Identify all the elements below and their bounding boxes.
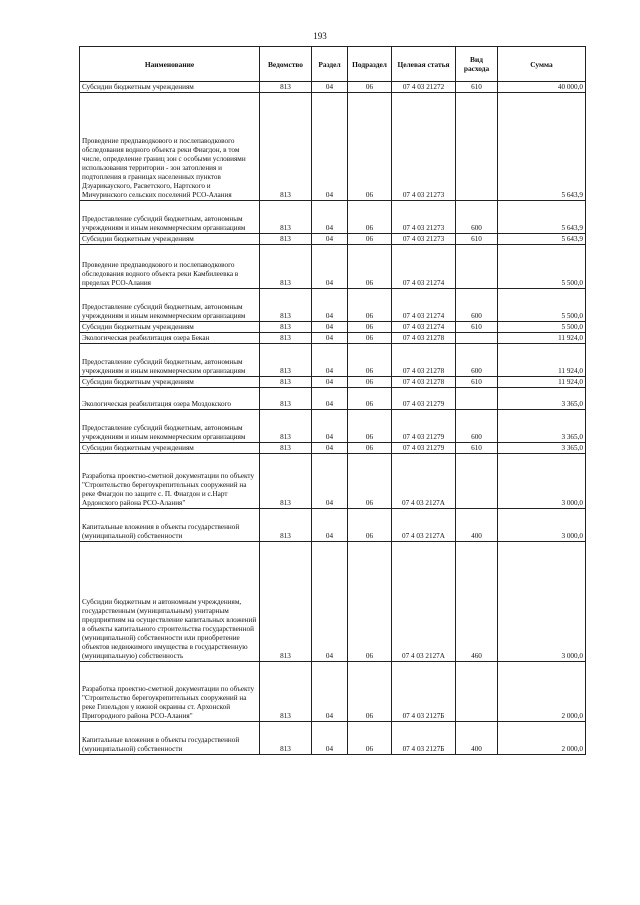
- cell-amount: 5 500,0: [498, 289, 586, 322]
- cell-subsection: 06: [348, 443, 392, 454]
- cell-name: Предоставление субсидий бюджетным, автономным учреждениям и иным некоммерческим организациям: [80, 410, 260, 443]
- cell-expense-type: 600: [456, 201, 498, 234]
- cell-expense-type: 610: [456, 82, 498, 93]
- cell-expense-type: [456, 454, 498, 509]
- cell-department: 813: [260, 93, 312, 201]
- cell-target-article: 07 4 03 21273: [392, 201, 456, 234]
- cell-target-article: 07 4 03 21279: [392, 410, 456, 443]
- cell-subsection: 06: [348, 344, 392, 377]
- cell-name: Субсидии бюджетным учреждениям: [80, 322, 260, 333]
- cell-department: 813: [260, 542, 312, 662]
- cell-name: Капитальные вложения в объекты государственной (муниципальной) собственности: [80, 722, 260, 755]
- table-row: [80, 201, 586, 234]
- cell-target-article: 07 4 03 21278: [392, 377, 456, 388]
- table-row: [80, 662, 586, 722]
- cell-amount: 2 000,0: [498, 662, 586, 722]
- cell-section: 04: [312, 410, 348, 443]
- cell-name: Субсидии бюджетным учреждениям: [80, 234, 260, 245]
- table-row: [80, 377, 586, 388]
- cell-amount: 11 924,0: [498, 333, 586, 344]
- cell-department: 813: [260, 509, 312, 542]
- cell-amount: 3 365,0: [498, 443, 586, 454]
- cell-department: 813: [260, 454, 312, 509]
- cell-section: 04: [312, 289, 348, 322]
- cell-section: 04: [312, 443, 348, 454]
- cell-section: 04: [312, 377, 348, 388]
- table-row: [80, 454, 586, 509]
- cell-amount: 5 643,9: [498, 201, 586, 234]
- cell-section: 04: [312, 542, 348, 662]
- cell-amount: 3 000,0: [498, 542, 586, 662]
- cell-section: 04: [312, 333, 348, 344]
- header-name: Наименование: [80, 47, 260, 82]
- cell-target-article: 07 4 03 21274: [392, 245, 456, 289]
- cell-name: Капитальные вложения в объекты государственной (муниципальной) собственности: [80, 509, 260, 542]
- header-subsection: Подраздел: [348, 47, 392, 82]
- cell-expense-type: [456, 333, 498, 344]
- cell-target-article: 07 4 03 21274: [392, 289, 456, 322]
- table-row: [80, 509, 586, 542]
- cell-amount: 3 000,0: [498, 509, 586, 542]
- cell-expense-type: 610: [456, 322, 498, 333]
- cell-section: 04: [312, 93, 348, 201]
- cell-name: Предоставление субсидий бюджетным, автономным учреждениям и иным некоммерческим организациям: [80, 289, 260, 322]
- cell-amount: 5 500,0: [498, 245, 586, 289]
- cell-section: 04: [312, 662, 348, 722]
- cell-section: 04: [312, 722, 348, 755]
- cell-target-article: 07 4 03 2127А: [392, 454, 456, 509]
- table-row: [80, 234, 586, 245]
- cell-expense-type: 600: [456, 410, 498, 443]
- cell-name: Субсидии бюджетным учреждениям: [80, 377, 260, 388]
- cell-target-article: 07 4 03 2127А: [392, 509, 456, 542]
- cell-target-article: 07 4 03 21274: [392, 322, 456, 333]
- cell-subsection: 06: [348, 542, 392, 662]
- cell-department: 813: [260, 289, 312, 322]
- cell-expense-type: [456, 93, 498, 201]
- cell-expense-type: 400: [456, 722, 498, 755]
- cell-target-article: 07 4 03 21278: [392, 344, 456, 377]
- cell-target-article: 07 4 03 21273: [392, 93, 456, 201]
- cell-section: 04: [312, 245, 348, 289]
- page-number: 193: [313, 31, 327, 41]
- cell-expense-type: 610: [456, 443, 498, 454]
- cell-amount: 5 500,0: [498, 322, 586, 333]
- cell-subsection: 06: [348, 245, 392, 289]
- cell-target-article: 07 4 03 21272: [392, 82, 456, 93]
- cell-subsection: 06: [348, 377, 392, 388]
- table-row: [80, 410, 586, 443]
- cell-department: 813: [260, 245, 312, 289]
- cell-subsection: 06: [348, 388, 392, 410]
- cell-section: 04: [312, 322, 348, 333]
- cell-section: 04: [312, 509, 348, 542]
- cell-expense-type: 460: [456, 542, 498, 662]
- cell-amount: 5 643,9: [498, 234, 586, 245]
- table-row: [80, 322, 586, 333]
- cell-name: Проведение предпаводкового и послепаводкового обследования водного объекта реки Фиагдон, в том числе, определение границ зон с особыми условиями использования территории - зон затопления и подтопления в границах населенных пунктов Дзуарикауского, Расветского, Нартского и Мичуринского сельских поселений РСО-Алания: [80, 93, 260, 201]
- cell-target-article: 07 4 03 2127А: [392, 542, 456, 662]
- cell-name: Разработка проектно-сметной документации по объекту "Строительство берегоукрепительных сооружений на реке Гизельдон у южной окраины ст. Архонской Пригородного района РСО-Алания": [80, 662, 260, 722]
- table-row: [80, 542, 586, 662]
- cell-amount: 11 924,0: [498, 377, 586, 388]
- cell-expense-type: 610: [456, 377, 498, 388]
- header-section: Раздел: [312, 47, 348, 82]
- cell-expense-type: 600: [456, 344, 498, 377]
- cell-name: Субсидии бюджетным учреждениям: [80, 82, 260, 93]
- cell-name: Экологическая реабилитация озера Моздокского: [80, 388, 260, 410]
- cell-department: 813: [260, 82, 312, 93]
- cell-amount: 2 000,0: [498, 722, 586, 755]
- cell-section: 04: [312, 201, 348, 234]
- cell-department: 813: [260, 377, 312, 388]
- cell-name: Разработка проектно-сметной документации по объекту "Строительство берегоукрепительных сооружений на реке Фиагдон по защите с. П. Фиагдон и с.Нарт Ардонского района РСО-Алания": [80, 454, 260, 509]
- cell-subsection: 06: [348, 93, 392, 201]
- cell-name: Субсидии бюджетным и автономным учреждениям, государственным (муниципальным) унитарным предприятиям на осуществление капитальных вложений в объекты капитального строительства государственной (муниципальной) собственности или приобретение объектов недвижимого имущества в государственную (муниципальную) собственность: [80, 542, 260, 662]
- cell-subsection: 06: [348, 662, 392, 722]
- table-row: [80, 722, 586, 755]
- cell-department: 813: [260, 662, 312, 722]
- cell-amount: 3 000,0: [498, 454, 586, 509]
- cell-expense-type: 400: [456, 509, 498, 542]
- cell-expense-type: [456, 662, 498, 722]
- cell-subsection: 06: [348, 234, 392, 245]
- cell-subsection: 06: [348, 82, 392, 93]
- cell-name: Проведение предпаводкового и послепаводкового обследования водного объекта реки Камбилеевка в пределах РСО-Алания: [80, 245, 260, 289]
- cell-department: 813: [260, 333, 312, 344]
- cell-section: 04: [312, 344, 348, 377]
- header-expense-type: Вид расхода: [456, 47, 498, 82]
- cell-department: 813: [260, 322, 312, 333]
- cell-amount: 3 365,0: [498, 388, 586, 410]
- table-row: [80, 93, 586, 201]
- cell-name: Экологическая реабилитация озера Бекан: [80, 333, 260, 344]
- cell-target-article: 07 4 03 2127Б: [392, 662, 456, 722]
- cell-section: 04: [312, 82, 348, 93]
- cell-section: 04: [312, 234, 348, 245]
- cell-amount: 3 365,0: [498, 410, 586, 443]
- cell-name: Предоставление субсидий бюджетным, автономным учреждениям и иным некоммерческим организациям: [80, 201, 260, 234]
- cell-department: 813: [260, 344, 312, 377]
- cell-subsection: 06: [348, 509, 392, 542]
- cell-name: Предоставление субсидий бюджетным, автономным учреждениям и иным некоммерческим организациям: [80, 344, 260, 377]
- cell-expense-type: 610: [456, 234, 498, 245]
- table-body: [80, 82, 586, 755]
- table-header: [80, 47, 586, 82]
- table-row: [80, 443, 586, 454]
- cell-amount: 11 924,0: [498, 344, 586, 377]
- cell-section: 04: [312, 388, 348, 410]
- cell-subsection: 06: [348, 454, 392, 509]
- cell-expense-type: 600: [456, 289, 498, 322]
- cell-subsection: 06: [348, 322, 392, 333]
- cell-expense-type: [456, 388, 498, 410]
- cell-department: 813: [260, 201, 312, 234]
- header-target-article: Целевая статья: [392, 47, 456, 82]
- cell-target-article: 07 4 03 21273: [392, 234, 456, 245]
- table-row: [80, 245, 586, 289]
- cell-department: 813: [260, 410, 312, 443]
- cell-name: Субсидии бюджетным учреждениям: [80, 443, 260, 454]
- cell-subsection: 06: [348, 201, 392, 234]
- cell-subsection: 06: [348, 410, 392, 443]
- header-department: Ведомство: [260, 47, 312, 82]
- table-row: [80, 388, 586, 410]
- table-row: [80, 289, 586, 322]
- table-row: [80, 333, 586, 344]
- cell-target-article: 07 4 03 21278: [392, 333, 456, 344]
- cell-amount: 5 643,9: [498, 93, 586, 201]
- table-row: [80, 82, 586, 93]
- header-amount: Сумма: [498, 47, 586, 82]
- cell-amount: 40 000,0: [498, 82, 586, 93]
- cell-subsection: 06: [348, 289, 392, 322]
- cell-target-article: 07 4 03 21279: [392, 388, 456, 410]
- cell-department: 813: [260, 388, 312, 410]
- cell-expense-type: [456, 245, 498, 289]
- cell-department: 813: [260, 722, 312, 755]
- cell-subsection: 06: [348, 722, 392, 755]
- table-row: [80, 344, 586, 377]
- cell-target-article: 07 4 03 2127Б: [392, 722, 456, 755]
- cell-department: 813: [260, 234, 312, 245]
- cell-subsection: 06: [348, 333, 392, 344]
- cell-target-article: 07 4 03 21279: [392, 443, 456, 454]
- cell-department: 813: [260, 443, 312, 454]
- cell-section: 04: [312, 454, 348, 509]
- budget-table: [79, 46, 586, 755]
